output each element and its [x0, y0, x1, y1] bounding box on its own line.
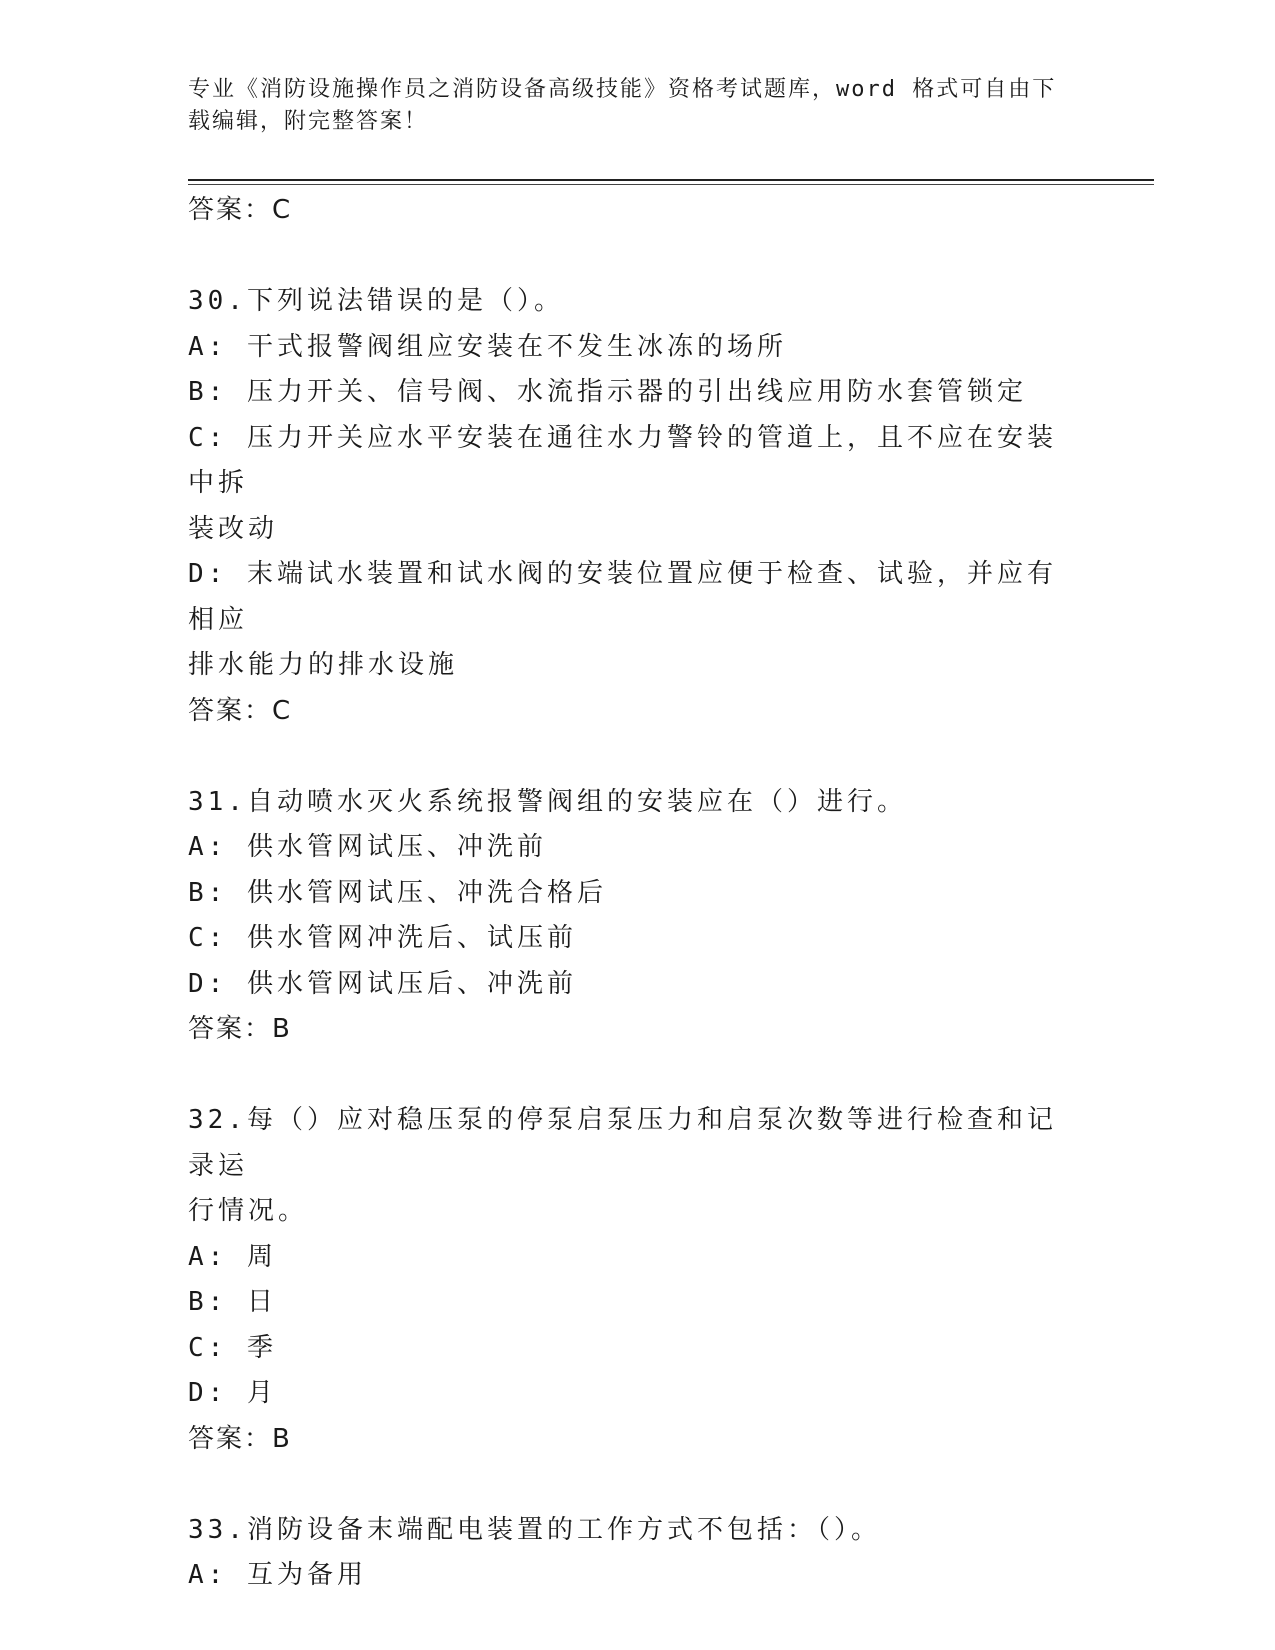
question-list	[188, 188, 1078, 1599]
option-d: D: 末端试水装置和试水阀的安装位置应便于检查、试验，并应有相应	[188, 559, 1057, 635]
question-stem-continued: 行情况。	[188, 1196, 309, 1226]
question-33	[188, 1508, 1078, 1599]
option-a: A: 互为备用	[188, 1560, 367, 1590]
option-d: D: 供水管网试压后、冲洗前	[188, 968, 577, 999]
question-30	[188, 279, 1078, 734]
option-a: A: 干式报警阀组应安装在不发生冰冻的场所	[188, 331, 787, 362]
option-c: C: 季	[188, 1332, 277, 1363]
option-b: B: 供水管网试压、冲洗合格后	[188, 877, 607, 908]
option-a: A: 供水管网试压、冲洗前	[188, 832, 547, 862]
spacer	[188, 234, 1078, 280]
header-line-2: 载编辑，附完整答案！	[188, 109, 429, 134]
option-c-continued: 装改动	[188, 513, 279, 544]
header-divider-thin	[188, 184, 1154, 185]
question-32	[188, 1098, 1078, 1462]
question-stem: 32.每（）应对稳压泵的停泵启泵压力和启泵次数等进行检查和记录运	[188, 1105, 1057, 1181]
page-header	[188, 74, 1068, 138]
option-a: A: 周	[188, 1241, 277, 1272]
answer-line: 答案：B	[188, 1014, 292, 1044]
question-31	[188, 780, 1078, 1053]
answer-line: 答案：C	[188, 695, 293, 726]
option-b: B: 压力开关、信号阀、水流指示器的引出线应用防水套管锁定	[188, 377, 1027, 407]
option-b: B: 日	[188, 1287, 277, 1317]
option-c: C: 压力开关应水平安装在通往水力警铃的管道上，且不应在安装中拆	[188, 422, 1057, 498]
answer-line: 答案：B	[188, 1423, 292, 1454]
question-stem: 33.消防设备末端配电装置的工作方式不包括：（）。	[188, 1514, 881, 1545]
option-d-continued: 排水能力的排水设施	[188, 650, 459, 680]
option-c: C: 供水管网冲洗后、试压前	[188, 923, 577, 953]
spacer	[188, 1462, 1078, 1508]
answer-line: 答案：C	[188, 195, 293, 225]
header-divider	[188, 179, 1154, 181]
question-stem: 30.下列说法错误的是（）。	[188, 286, 564, 316]
header-line-1: 专业《消防设施操作员之消防设备高级技能》资格考试题库，word 格式可自由下	[188, 77, 1057, 102]
spacer	[188, 1053, 1078, 1099]
question-stem: 31.自动喷水灭火系统报警阀组的安装应在（）进行。	[188, 786, 907, 817]
spacer	[188, 734, 1078, 780]
option-d: D: 月	[188, 1378, 277, 1408]
